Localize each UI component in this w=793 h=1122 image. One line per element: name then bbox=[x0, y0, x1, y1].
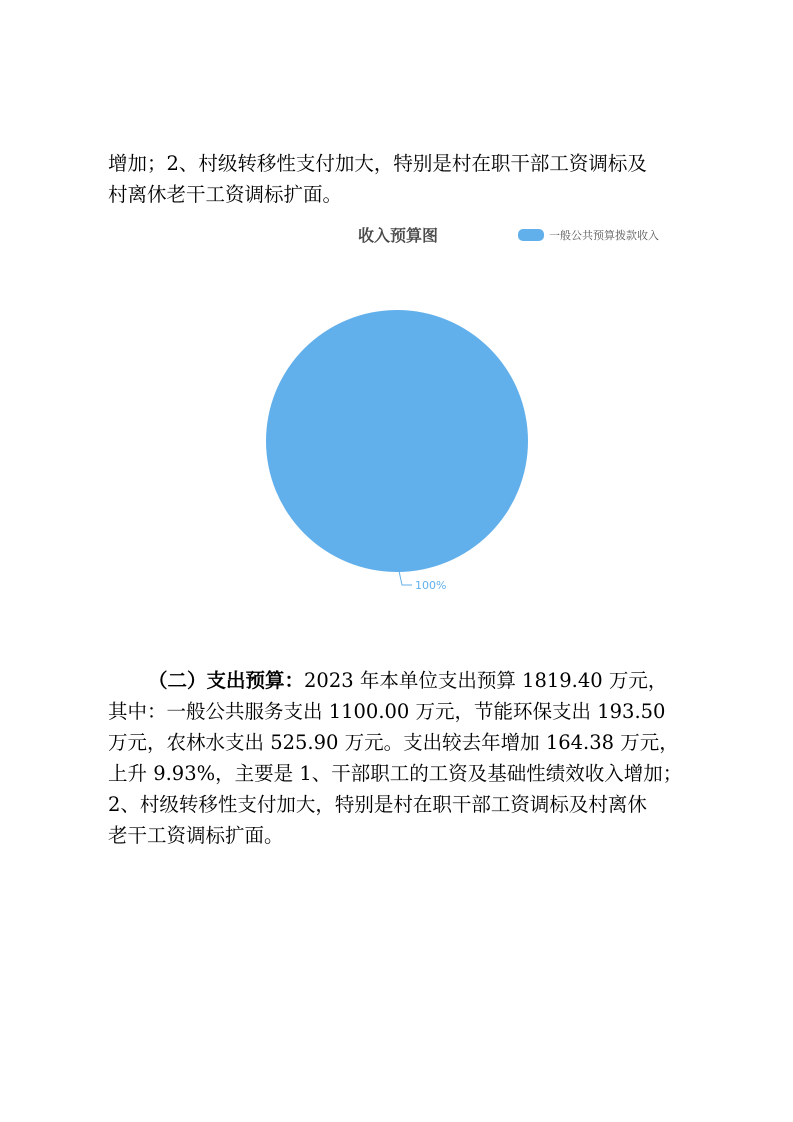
pie-leader-line bbox=[399, 571, 412, 585]
legend-swatch[interactable] bbox=[518, 229, 544, 241]
paragraph-line: 2、村级转移性支付加大，特别是村在职干部工资调标及村离休 bbox=[108, 793, 647, 816]
paragraph-line: 老干工资调标扩面。 bbox=[108, 824, 284, 847]
income-paragraph-tail bbox=[108, 148, 688, 210]
paragraph-line: 上升 9.93%，主要是 1、干部职工的工资及基础性绩效收入增加； bbox=[108, 762, 683, 785]
paragraph-line: 其中：一般公共服务支出 1100.00 万元，节能环保支出 193.50 bbox=[108, 700, 666, 723]
pie-slices bbox=[266, 310, 528, 572]
pie-slice-label: 100% bbox=[415, 579, 447, 592]
legend-label[interactable]: 一般公共预算拨款收入 bbox=[549, 229, 659, 242]
chart-title: 收入预算图 bbox=[357, 226, 439, 245]
pie-chart-svg bbox=[255, 222, 695, 602]
paragraph-line: 村离休老干工资调标扩面。 bbox=[108, 183, 343, 206]
pie-slice[interactable] bbox=[266, 310, 528, 572]
paragraph-line: 增加；2、村级转移性支付加大，特别是村在职干部工资调标及 bbox=[108, 152, 647, 175]
paragraph-line: 万元，农林水支出 525.90 万元。支出较去年增加 164.38 万元， bbox=[108, 731, 679, 754]
income-budget-pie-chart bbox=[255, 222, 695, 602]
paragraph-line: （二）支出预算：2023 年本单位支出预算 1819.40 万元， bbox=[148, 669, 668, 692]
expense-budget-paragraph bbox=[108, 665, 688, 851]
section-heading: （二）支出预算： bbox=[148, 669, 305, 692]
